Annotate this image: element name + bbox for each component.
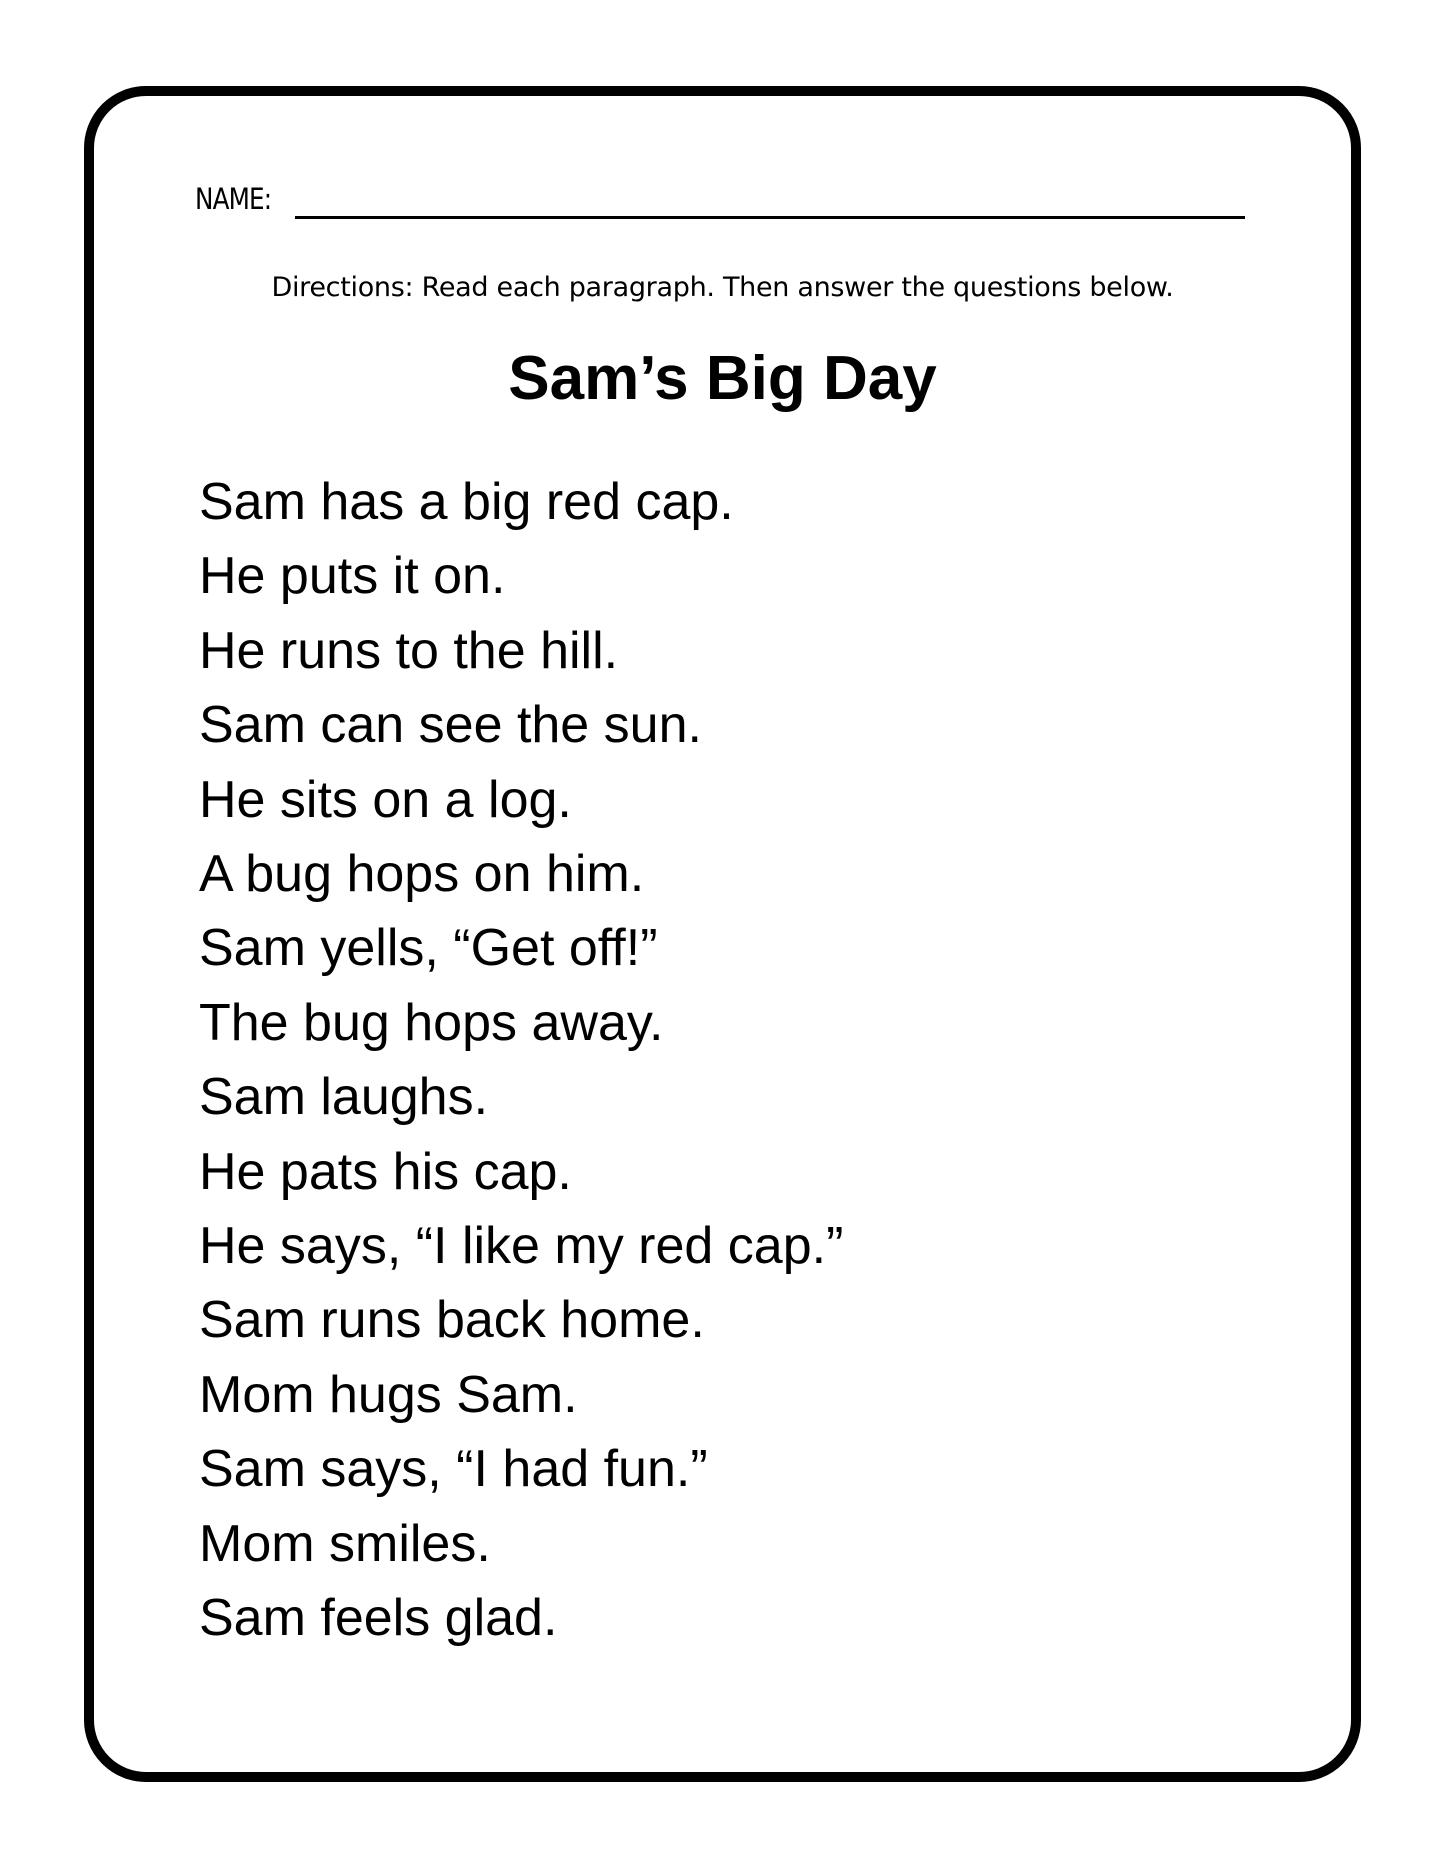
name-label: NAME: [195, 182, 272, 216]
story-line: Mom smiles. [199, 1514, 491, 1573]
story-line: He sits on a log. [199, 770, 572, 829]
story-line: Sam says, “I had fun.” [199, 1440, 708, 1499]
story-line: Sam has a big red cap. [199, 473, 734, 531]
story-text [199, 465, 843, 1656]
story-line: He puts it on. [199, 547, 506, 606]
story-line: Sam feels glad. [199, 1589, 558, 1648]
story-line: Sam can see the sun. [199, 696, 702, 755]
name-input-line[interactable] [295, 216, 1245, 219]
story-line: Sam runs back home. [199, 1291, 705, 1350]
story-title: Sam’s Big Day [508, 344, 937, 413]
directions-text: Directions: Read each paragraph. Then answer the questions below. [271, 272, 1174, 303]
story-line: Mom hugs Sam. [199, 1365, 578, 1424]
story-line: He runs to the hill. [199, 621, 619, 680]
story-line: He says, “I like my red cap.” [199, 1217, 844, 1276]
story-line: Sam laughs. [199, 1068, 489, 1127]
story-line: Sam yells, “Get off!” [199, 919, 658, 978]
story-line: A bug hops on him. [199, 845, 645, 904]
story-line: He pats his cap. [199, 1142, 572, 1201]
story-line: The bug hops away. [199, 993, 664, 1052]
